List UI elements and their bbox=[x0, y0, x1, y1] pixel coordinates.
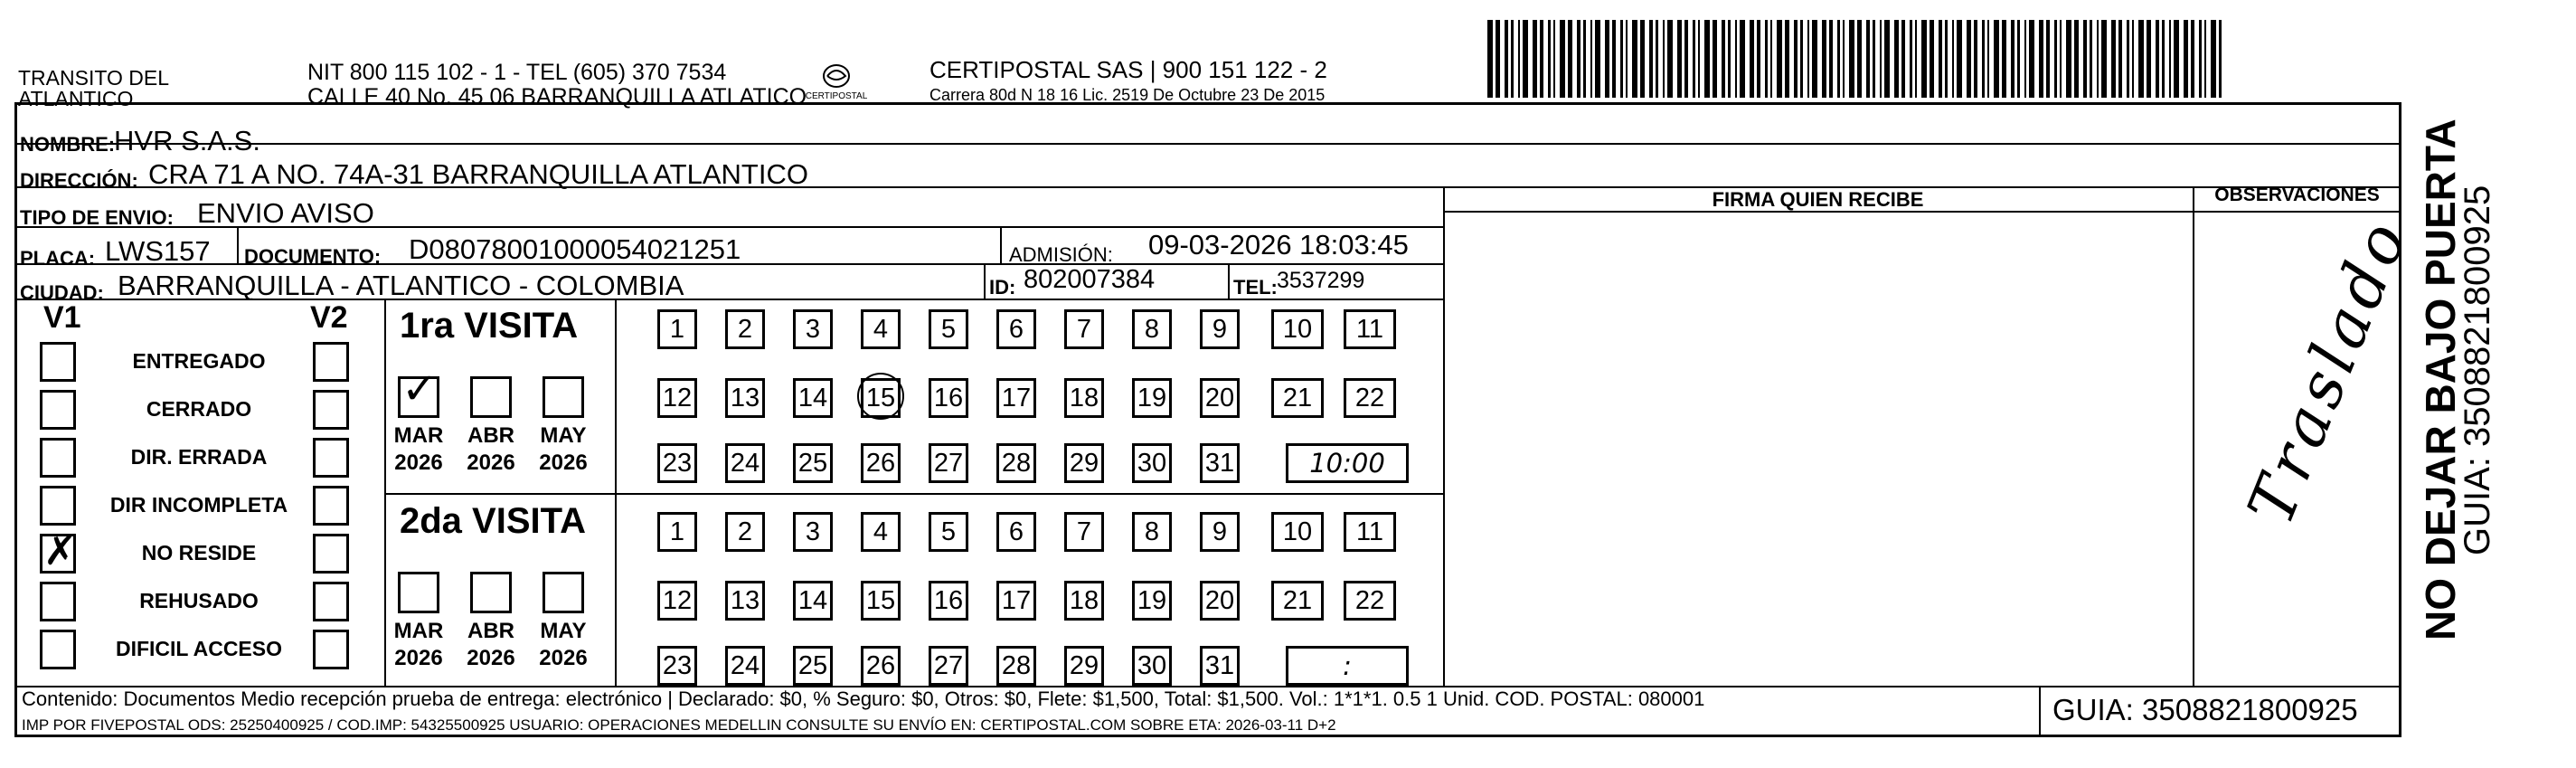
visit1-day-box[interactable]: 27 bbox=[929, 443, 968, 483]
visit2-day-box[interactable]: 11 bbox=[1344, 512, 1396, 552]
barcode bbox=[1487, 20, 2224, 98]
v1-checkbox[interactable] bbox=[40, 630, 76, 669]
barcode-bar bbox=[2083, 20, 2087, 98]
visit2-month-year: 2026 bbox=[539, 646, 588, 670]
visit1-day-box[interactable]: 22 bbox=[1344, 378, 1396, 418]
v2-checkbox[interactable] bbox=[313, 582, 349, 621]
visit1-time-box[interactable]: 10:00 bbox=[1286, 443, 1409, 483]
barcode-bar bbox=[1837, 20, 1840, 98]
visit1-day-box[interactable]: 20 bbox=[1200, 378, 1240, 418]
barcode-bar bbox=[1577, 20, 1581, 98]
visit1-day-box[interactable]: 12 bbox=[657, 378, 697, 418]
barcode-bar bbox=[1656, 20, 1658, 98]
status-option-label: DIFICIL ACCESO bbox=[115, 637, 282, 660]
footer-imp-line: IMP POR FIVEPOSTAL ODS: 25250400925 / COD.IMP: 54325500925 USUARIO: OPERACIONES MEDELLIN CONSULTE SU ENVÍO EN: CERTIPOSTAL.COM SOBRE ETA: 2026-03-11 D+2 bbox=[22, 716, 1336, 734]
observaciones-label: OBSERVACIONES bbox=[2214, 185, 2380, 205]
v2-checkbox[interactable] bbox=[313, 630, 349, 669]
barcode-bar bbox=[1777, 20, 1782, 98]
row-divider bbox=[14, 143, 2401, 145]
barcode-bar bbox=[1713, 20, 1717, 98]
barcode-bar bbox=[1505, 20, 1508, 98]
visit2-month-year: 2026 bbox=[467, 646, 515, 670]
v2-checkbox[interactable] bbox=[313, 390, 349, 430]
side-warning: NO DEJAR BAJO PUERTA bbox=[2417, 119, 2464, 640]
barcode-bar bbox=[1765, 20, 1768, 98]
v2-checkbox[interactable] bbox=[313, 342, 349, 382]
v1-checkbox[interactable] bbox=[40, 390, 76, 430]
signature-area[interactable] bbox=[1445, 213, 2192, 685]
barcode-bar bbox=[1880, 20, 1882, 98]
visit1-day-box[interactable]: 21 bbox=[1271, 378, 1324, 418]
visit1-day-box[interactable]: 13 bbox=[725, 378, 765, 418]
visit2-day-box[interactable]: 22 bbox=[1344, 581, 1396, 621]
barcode-bar bbox=[1605, 20, 1609, 98]
barcode-bar bbox=[1649, 20, 1653, 98]
visit2-day-box[interactable]: 13 bbox=[725, 581, 765, 621]
barcode-bar bbox=[2219, 20, 2222, 98]
barcode-bar bbox=[1849, 20, 1854, 98]
barcode-bar bbox=[2060, 20, 2062, 98]
barcode-bar bbox=[2029, 20, 2034, 98]
visit2-day-box[interactable]: 19 bbox=[1132, 581, 1172, 621]
visit2-day-box[interactable]: 9 bbox=[1200, 512, 1240, 552]
documento-label: DOCUMENTO: bbox=[244, 245, 382, 268]
footer-contenido: Contenido: Documentos Medio recepción prueba de entrega: electrónico | Declarado: $0, % Seguro: $0, Otros: $0, Flete: $1,500, Total: $1,500. Vol.: 1*1*1. 0.5 1 Unid. COD. POSTAL: 080001 bbox=[22, 687, 1705, 710]
barcode-bar bbox=[2090, 20, 2092, 98]
visit2-day-box[interactable]: 14 bbox=[793, 581, 833, 621]
footer-guia-divider bbox=[2039, 686, 2041, 737]
visit1-month-name: MAY bbox=[540, 423, 587, 448]
issuer-name-line1: TRANSITO DEL bbox=[18, 66, 169, 90]
visit1-day-box[interactable]: 10 bbox=[1271, 309, 1324, 349]
courier-address: Carrera 80d N 18 16 Lic. 2519 De Octubre 23 De 2015 bbox=[929, 86, 1326, 104]
visit2-day-box[interactable]: 24 bbox=[725, 646, 765, 686]
col-divider bbox=[384, 299, 386, 686]
barcode-bar bbox=[2017, 20, 2020, 98]
status-option-label: DIR INCOMPLETA bbox=[109, 493, 288, 517]
barcode-bar bbox=[1640, 20, 1645, 98]
barcode-bar bbox=[1663, 20, 1665, 98]
barcode-bar bbox=[1698, 20, 1700, 98]
visit1-title: 1ra VISITA bbox=[400, 306, 579, 346]
visit1-month-checkbox[interactable] bbox=[470, 376, 512, 418]
barcode-bar bbox=[1677, 20, 1682, 98]
barcode-bar bbox=[1693, 20, 1695, 98]
barcode-bar bbox=[1884, 20, 1890, 98]
barcode-bar bbox=[1632, 20, 1637, 98]
col-divider bbox=[1000, 226, 1002, 263]
col-divider bbox=[1228, 263, 1230, 299]
visit2-day-box[interactable]: 2 bbox=[725, 512, 765, 552]
barcode-bar bbox=[1807, 20, 1809, 98]
barcode-bar bbox=[2147, 20, 2151, 98]
barcode-bar bbox=[1770, 20, 1772, 98]
direccion-value: CRA 71 A NO. 74A-31 BARRANQUILLA ATLANTICO bbox=[148, 158, 808, 190]
barcode-bar bbox=[2074, 20, 2079, 98]
visit2-day-box[interactable]: 18 bbox=[1064, 581, 1104, 621]
visit1-day-box[interactable]: 29 bbox=[1064, 443, 1104, 483]
visit2-day-box[interactable]: 16 bbox=[929, 581, 968, 621]
visit2-day-box[interactable]: 20 bbox=[1200, 581, 1240, 621]
barcode-bar bbox=[1750, 20, 1754, 98]
col-divider bbox=[615, 299, 617, 686]
visit2-day-box[interactable]: 25 bbox=[793, 646, 833, 686]
barcode-bar bbox=[1626, 20, 1628, 98]
barcode-bar bbox=[1533, 20, 1537, 98]
barcode-bar bbox=[2162, 20, 2165, 98]
barcode-bar bbox=[1590, 20, 1592, 98]
status-option-label: CERRADO bbox=[146, 397, 252, 421]
barcode-bar bbox=[1540, 20, 1543, 98]
barcode-bar bbox=[1595, 20, 1600, 98]
visit2-day-box[interactable]: 17 bbox=[996, 581, 1036, 621]
barcode-bar bbox=[1957, 20, 1962, 98]
barcode-bar bbox=[1822, 20, 1826, 98]
v1-checkbox[interactable] bbox=[40, 486, 76, 526]
nombre-label: NOMBRE: bbox=[20, 133, 116, 156]
barcode-bar bbox=[2002, 20, 2006, 98]
barcode-bar bbox=[1866, 20, 1870, 98]
v2-checkbox[interactable] bbox=[313, 438, 349, 478]
barcode-bar bbox=[1704, 20, 1710, 98]
barcode-bar bbox=[2066, 20, 2071, 98]
placa-label: PLACA: bbox=[20, 247, 96, 270]
visit2-day-box[interactable]: 12 bbox=[657, 581, 697, 621]
visit2-month-checkbox[interactable] bbox=[543, 572, 584, 613]
visit2-day-box[interactable]: 23 bbox=[657, 646, 697, 686]
visit2-day-box[interactable]: 3 bbox=[793, 512, 833, 552]
direccion-label: DIRECCIÓN: bbox=[20, 169, 138, 192]
visit1-day-circle-mark bbox=[857, 373, 904, 420]
visit2-day-box[interactable]: 21 bbox=[1271, 581, 1324, 621]
visit-divider bbox=[384, 493, 1443, 495]
visit2-month-name: MAR bbox=[393, 619, 444, 643]
barcode-bar bbox=[1548, 20, 1551, 98]
barcode-bar bbox=[1560, 20, 1565, 98]
visit1-day-box[interactable]: 3 bbox=[793, 309, 833, 349]
barcode-bar bbox=[1994, 20, 1999, 98]
barcode-bar bbox=[2046, 20, 2050, 98]
nombre-value: HVR S.A.S. bbox=[114, 125, 260, 156]
tel-value: 3537299 bbox=[1277, 268, 1365, 293]
v2-checkbox[interactable] bbox=[313, 534, 349, 574]
barcode-bar bbox=[2204, 20, 2206, 98]
barcode-bar bbox=[1518, 20, 1520, 98]
visit2-title: 2da VISITA bbox=[400, 501, 586, 541]
barcode-bar bbox=[1722, 20, 1725, 98]
barcode-bar bbox=[1583, 20, 1586, 98]
visit1-day-box[interactable]: 23 bbox=[657, 443, 697, 483]
barcode-bar bbox=[2054, 20, 2057, 98]
visit2-day-box[interactable]: 7 bbox=[1064, 512, 1104, 552]
barcode-bar bbox=[1945, 20, 1948, 98]
visit2-day-box[interactable]: 31 bbox=[1200, 646, 1240, 686]
barcode-bar bbox=[1496, 20, 1500, 98]
barcode-bar bbox=[1667, 20, 1673, 98]
barcode-bar bbox=[1740, 20, 1745, 98]
visit1-day-box[interactable]: 30 bbox=[1132, 443, 1172, 483]
visit1-day-box[interactable]: 8 bbox=[1132, 309, 1172, 349]
col-divider bbox=[237, 226, 239, 263]
barcode-bar bbox=[2118, 20, 2122, 98]
barcode-bar bbox=[2156, 20, 2159, 98]
barcode-bar bbox=[2169, 20, 2171, 98]
visit1-month-checkbox[interactable] bbox=[543, 376, 584, 418]
tipo-envio-value: ENVIO AVISO bbox=[197, 197, 374, 229]
barcode-bar bbox=[1921, 20, 1927, 98]
visit1-day-box[interactable]: 7 bbox=[1064, 309, 1104, 349]
status-option-label: DIR. ERRADA bbox=[130, 445, 268, 469]
visit2-day-box[interactable]: 15 bbox=[861, 581, 901, 621]
v1-checkbox[interactable] bbox=[40, 582, 76, 621]
visit2-month-name: ABR bbox=[467, 619, 514, 643]
visit1-day-box[interactable]: 1 bbox=[657, 309, 697, 349]
status-option-label: REHUSADO bbox=[139, 589, 259, 612]
barcode-bar bbox=[1939, 20, 1942, 98]
visit1-day-box[interactable]: 2 bbox=[725, 309, 765, 349]
barcode-bar bbox=[1930, 20, 1934, 98]
visit1-day-box[interactable]: 9 bbox=[1200, 309, 1240, 349]
barcode-bar bbox=[2199, 20, 2202, 98]
certipostal-logo bbox=[796, 60, 877, 105]
visit1-month-name: ABR bbox=[467, 423, 514, 448]
barcode-bar bbox=[2211, 20, 2216, 98]
visit1-day-box[interactable]: 26 bbox=[861, 443, 901, 483]
v1-check-mark: ✗ bbox=[43, 528, 77, 574]
barcode-bar bbox=[1523, 20, 1528, 98]
visit1-month-name: MAR bbox=[393, 423, 444, 448]
barcode-bar bbox=[1915, 20, 1917, 98]
visit1-day-box[interactable]: 19 bbox=[1132, 378, 1172, 418]
footer-guia: GUIA: 3508821800925 bbox=[2052, 693, 2358, 726]
barcode-bar bbox=[2011, 20, 2015, 98]
visit2-day-box[interactable]: 29 bbox=[1064, 646, 1104, 686]
barcode-bar bbox=[1894, 20, 1899, 98]
barcode-bar bbox=[1612, 20, 1616, 98]
visit1-day-box[interactable]: 18 bbox=[1064, 378, 1104, 418]
barcode-bar bbox=[2111, 20, 2116, 98]
visit1-day-box[interactable]: 24 bbox=[725, 443, 765, 483]
visit1-day-box[interactable]: 11 bbox=[1344, 309, 1396, 349]
barcode-bar bbox=[1728, 20, 1731, 98]
v2-checkbox[interactable] bbox=[313, 486, 349, 526]
barcode-bar bbox=[1620, 20, 1623, 98]
id-value: 802007384 bbox=[1024, 265, 1156, 294]
barcode-bar bbox=[1812, 20, 1817, 98]
v1-checkbox[interactable] bbox=[40, 342, 76, 382]
barcode-bar bbox=[2132, 20, 2134, 98]
visit1-day-box[interactable]: 5 bbox=[929, 309, 968, 349]
visit1-month-year: 2026 bbox=[467, 450, 515, 475]
issuer-nit: NIT 800 115 102 - 1 - TEL (605) 370 7534 bbox=[307, 60, 727, 85]
visit1-day-box[interactable]: 17 bbox=[996, 378, 1036, 418]
barcode-bar bbox=[2138, 20, 2144, 98]
visit1-month-check-mark: ✓ bbox=[401, 364, 439, 414]
barcode-bar bbox=[1982, 20, 1985, 98]
barcode-bar bbox=[1910, 20, 1912, 98]
barcode-bar bbox=[1873, 20, 1875, 98]
side-guia: GUIA: 3508821800925 bbox=[2458, 185, 2497, 555]
barcode-bar bbox=[2184, 20, 2188, 98]
visit1-day-box[interactable]: 25 bbox=[793, 443, 833, 483]
tipo-envio-label: TIPO DE ENVIO: bbox=[20, 206, 174, 229]
courier-name: CERTIPOSTAL SAS | 900 151 122 - 2 bbox=[929, 56, 1327, 83]
barcode-bar bbox=[1952, 20, 1954, 98]
visit2-day-box[interactable]: 1 bbox=[657, 512, 697, 552]
barcode-bar bbox=[2024, 20, 2026, 98]
certipostal-logo-text: CERTIPOSTAL bbox=[805, 91, 868, 101]
barcode-bar bbox=[2174, 20, 2179, 98]
visit1-day-box[interactable]: 16 bbox=[929, 378, 968, 418]
handwritten-observation: Traslado bbox=[2233, 207, 2423, 535]
v2-label: V2 bbox=[310, 300, 348, 335]
visit2-day-box[interactable]: 4 bbox=[861, 512, 901, 552]
issuer-address: CALLE 40 No. 45 06 BARRANQUILLA ATLATICO bbox=[307, 84, 807, 109]
barcode-bar bbox=[1987, 20, 1989, 98]
barcode-bar bbox=[1857, 20, 1862, 98]
visit1-day-box[interactable]: 6 bbox=[996, 309, 1036, 349]
col-divider bbox=[2193, 186, 2194, 686]
visit2-time-box[interactable]: : bbox=[1286, 646, 1409, 686]
barcode-bar bbox=[1487, 20, 1493, 98]
visit2-month-year: 2026 bbox=[394, 646, 443, 670]
tel-label: TEL: bbox=[1233, 276, 1278, 299]
barcode-bar bbox=[1568, 20, 1572, 98]
barcode-bar bbox=[1785, 20, 1789, 98]
visit1-day-box[interactable]: 14 bbox=[793, 378, 833, 418]
visit2-day-box[interactable]: 27 bbox=[929, 646, 968, 686]
visit2-day-box[interactable]: 8 bbox=[1132, 512, 1172, 552]
barcode-bar bbox=[1794, 20, 1798, 98]
barcode-bar bbox=[2039, 20, 2043, 98]
barcode-bar bbox=[1800, 20, 1803, 98]
status-option-label: NO RESIDE bbox=[141, 541, 257, 564]
issuer-name-line2: ATLANTICO bbox=[18, 87, 134, 110]
barcode-bar bbox=[1974, 20, 1977, 98]
visit2-day-box[interactable]: 6 bbox=[996, 512, 1036, 552]
visit1-month-year: 2026 bbox=[394, 450, 443, 475]
barcode-bar bbox=[1829, 20, 1833, 98]
v1-label: V1 bbox=[43, 300, 81, 335]
visit1-day-box[interactable]: 28 bbox=[996, 443, 1036, 483]
visit2-month-checkbox[interactable] bbox=[398, 572, 439, 613]
visit2-day-box[interactable]: 10 bbox=[1271, 512, 1324, 552]
visit2-month-checkbox[interactable] bbox=[470, 572, 512, 613]
visit2-day-box[interactable]: 26 bbox=[861, 646, 901, 686]
visit1-month-year: 2026 bbox=[539, 450, 588, 475]
visit1-day-box[interactable]: 31 bbox=[1200, 443, 1240, 483]
firma-label: FIRMA QUIEN RECIBE bbox=[1712, 188, 1924, 211]
visit2-day-box[interactable]: 5 bbox=[929, 512, 968, 552]
barcode-bar bbox=[2097, 20, 2099, 98]
col-divider bbox=[984, 263, 986, 299]
visit1-day-box[interactable]: 15 bbox=[861, 378, 901, 418]
visit2-day-box[interactable]: 30 bbox=[1132, 646, 1172, 686]
v1-checkbox[interactable] bbox=[40, 438, 76, 478]
barcode-bar bbox=[1967, 20, 1971, 98]
barcode-bar bbox=[1757, 20, 1760, 98]
barcode-bar bbox=[1553, 20, 1555, 98]
placa-value: LWS157 bbox=[105, 235, 211, 267]
barcode-bar bbox=[1684, 20, 1688, 98]
visit2-month-name: MAY bbox=[540, 619, 587, 643]
visit1-day-box[interactable]: 4 bbox=[861, 309, 901, 349]
admision-label: ADMISIÓN: bbox=[1009, 243, 1113, 266]
barcode-bar bbox=[1735, 20, 1737, 98]
documento-value: D08078001000054021251 bbox=[409, 233, 741, 265]
barcode-bar bbox=[2101, 20, 2107, 98]
admision-value: 09-03-2026 18:03:45 bbox=[1148, 229, 1409, 261]
barcode-bar bbox=[1901, 20, 1905, 98]
barcode-bar bbox=[2191, 20, 2194, 98]
ciudad-value: BARRANQUILLA - ATLANTICO - COLOMBIA bbox=[118, 270, 684, 301]
id-label: ID: bbox=[989, 276, 1016, 299]
barcode-bar bbox=[2127, 20, 2129, 98]
visit2-day-box[interactable]: 28 bbox=[996, 646, 1036, 686]
barcode-bar bbox=[1511, 20, 1514, 98]
ciudad-label: CIUDAD: bbox=[20, 281, 104, 304]
barcode-bar bbox=[1843, 20, 1845, 98]
status-option-label: ENTREGADO bbox=[132, 349, 266, 373]
